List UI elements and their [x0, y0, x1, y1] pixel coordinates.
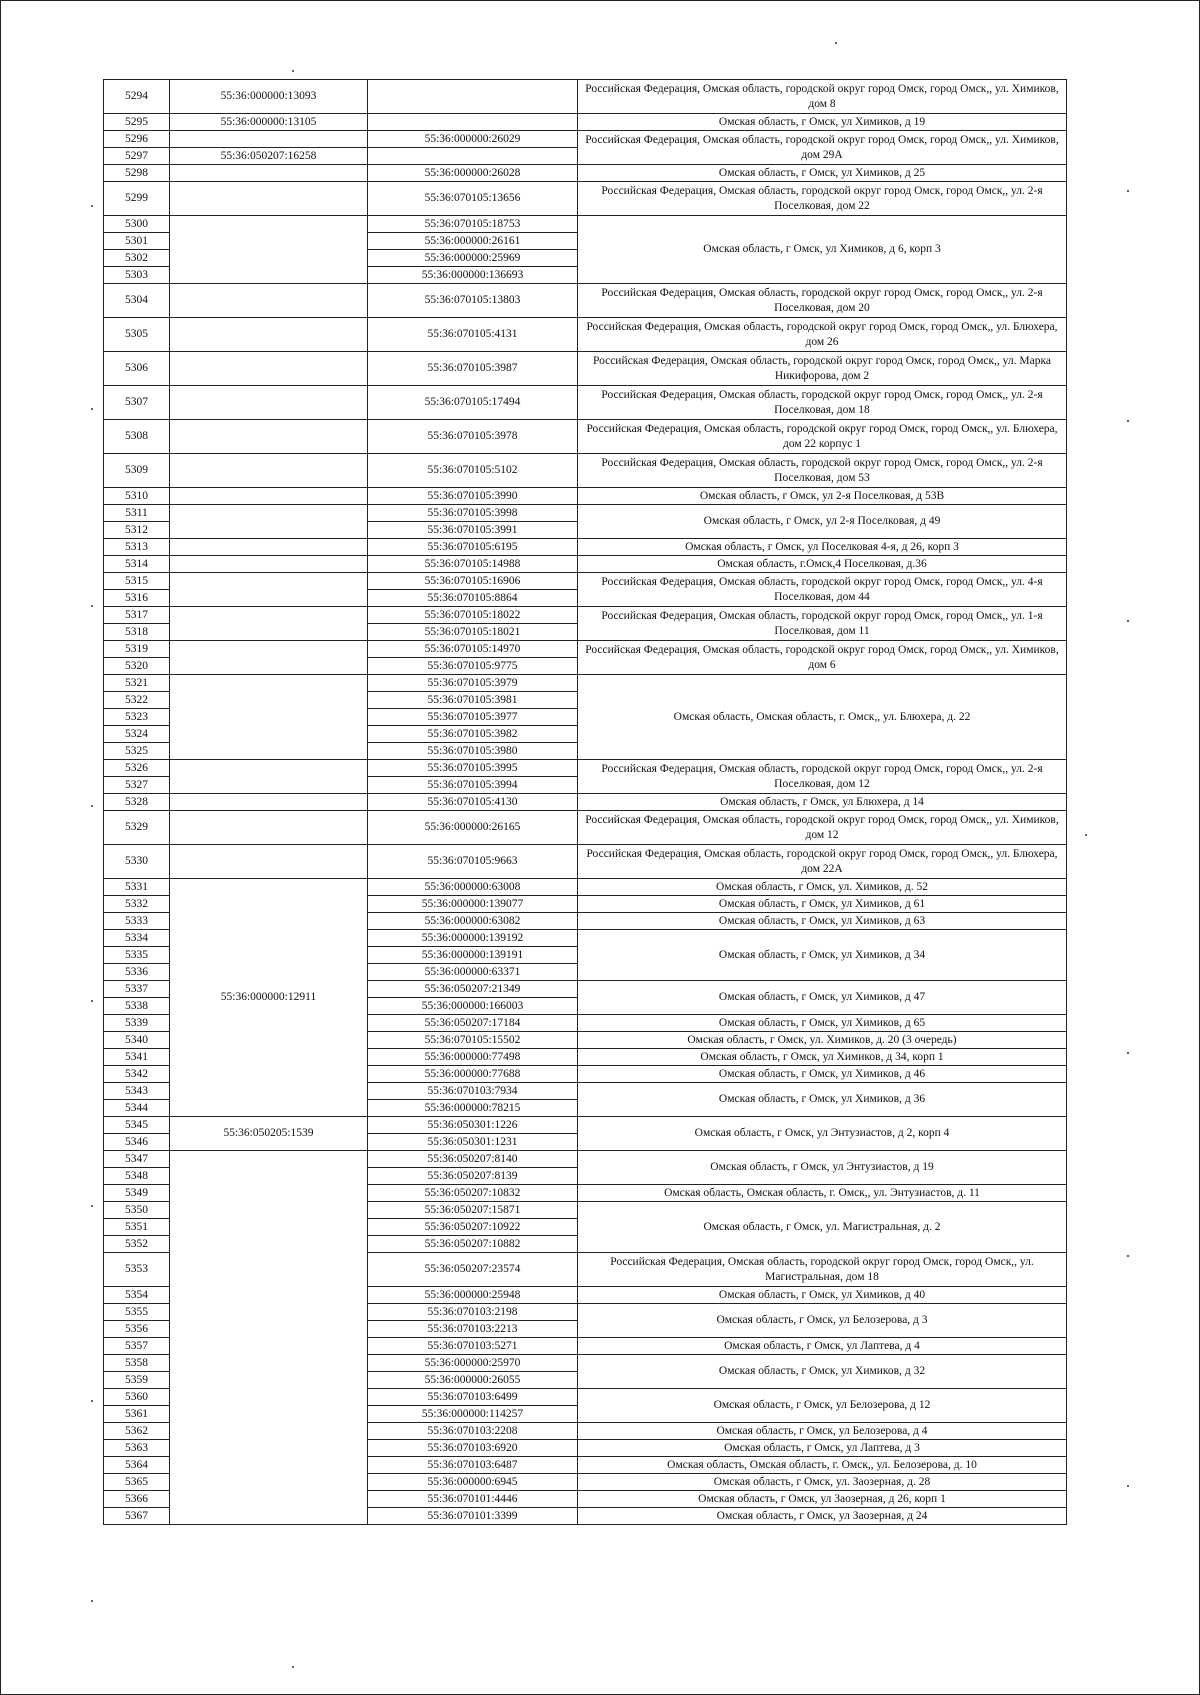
table-row	[104, 879, 1067, 896]
scan-speck	[91, 408, 93, 410]
scan-speck	[91, 805, 93, 807]
row-number: 5340	[104, 1032, 170, 1049]
table-row	[104, 1151, 1067, 1168]
row-number: 5307	[104, 386, 170, 420]
table-row	[104, 641, 1067, 658]
land-plot-number	[170, 573, 368, 607]
row-number: 5361	[104, 1406, 170, 1423]
address: Российская Федерация, Омская область, городской округ город Омск, город Омск,, ул. Марка Никифорова, дом 2	[578, 352, 1067, 386]
scan-speck	[292, 70, 294, 72]
address: Российская Федерация, Омская область, городской округ город Омск, город Омск,, ул. Блюхера, дом 22 корпус 1	[578, 420, 1067, 454]
cadastral-number: 55:36:070105:14988	[368, 556, 578, 573]
address: Российская Федерация, Омская область, городской округ город Омск, город Омск,, ул. 1-я Поселковая, дом 11	[578, 607, 1067, 641]
address: Омская область, г Омск, ул Энтузиастов, д 2, корп 4	[578, 1117, 1067, 1151]
land-plot-number	[170, 607, 368, 641]
address: Российская Федерация, Омская область, городской округ город Омск, город Омск,, ул. Химиков, дом 12	[578, 811, 1067, 845]
row-number: 5352	[104, 1236, 170, 1253]
cadastral-number: 55:36:050301:1226	[368, 1117, 578, 1134]
row-number: 5363	[104, 1440, 170, 1457]
cadastral-number: 55:36:070103:2213	[368, 1321, 578, 1338]
cadastral-number: 55:36:070105:18022	[368, 607, 578, 624]
cadastral-number: 55:36:050301:1231	[368, 1134, 578, 1151]
cadastral-number: 55:36:000000:63008	[368, 879, 578, 896]
land-plot-number	[170, 760, 368, 794]
cadastral-number: 55:36:000000:25970	[368, 1355, 578, 1372]
row-number: 5315	[104, 573, 170, 590]
land-plot-number	[170, 284, 368, 318]
row-number: 5294	[104, 80, 170, 114]
row-number: 5351	[104, 1219, 170, 1236]
row-number: 5325	[104, 743, 170, 760]
cadastral-number: 55:36:000000:78215	[368, 1100, 578, 1117]
address: Омская область, г Омск, ул Химиков, д 40	[578, 1287, 1067, 1304]
address: Омская область, г Омск, ул Энтузиастов, д 19	[578, 1151, 1067, 1185]
cadastral-number: 55:36:070105:17494	[368, 386, 578, 420]
cadastral-number: 55:36:000000:114257	[368, 1406, 578, 1423]
table-row	[104, 80, 1067, 114]
address: Российская Федерация, Омская область, городской округ город Омск, город Омск,, ул. 2-я Поселковая, дом 12	[578, 760, 1067, 794]
row-number: 5323	[104, 709, 170, 726]
scan-speck	[91, 1000, 93, 1002]
row-number: 5329	[104, 811, 170, 845]
row-number: 5316	[104, 590, 170, 607]
row-number: 5305	[104, 318, 170, 352]
table-row	[104, 165, 1067, 182]
cadastral-number: 55:36:070105:13803	[368, 284, 578, 318]
row-number: 5353	[104, 1253, 170, 1287]
address: Омская область, г Омск, ул Химиков, д 19	[578, 114, 1067, 131]
row-number: 5355	[104, 1304, 170, 1321]
table-row	[104, 760, 1067, 777]
land-plot-number	[170, 845, 368, 879]
row-number: 5296	[104, 131, 170, 148]
row-number: 5358	[104, 1355, 170, 1372]
row-number: 5311	[104, 505, 170, 522]
land-plot-number: 55:36:000000:13105	[170, 114, 368, 131]
address: Омская область, г Омск, ул Поселковая 4-я, д 26, корп 3	[578, 539, 1067, 556]
row-number: 5295	[104, 114, 170, 131]
row-number: 5309	[104, 454, 170, 488]
address: Российская Федерация, Омская область, городской округ город Омск, город Омск,, ул. 2-я Поселковая, дом 20	[578, 284, 1067, 318]
row-number: 5331	[104, 879, 170, 896]
row-number: 5362	[104, 1423, 170, 1440]
cadastral-number: 55:36:070101:4446	[368, 1491, 578, 1508]
land-plot-number: 55:36:050205:1539	[170, 1117, 368, 1151]
address: Омская область, г Омск, ул Химиков, д 25	[578, 165, 1067, 182]
address: Российская Федерация, Омская область, городской округ город Омск, город Омск,, ул. Химиков, дом 8	[578, 80, 1067, 114]
cadastral-number: 55:36:000000:77688	[368, 1066, 578, 1083]
cadastral-number: 55:36:050207:15871	[368, 1202, 578, 1219]
land-plot-number	[170, 675, 368, 760]
cadastral-number: 55:36:070105:3995	[368, 760, 578, 777]
scan-speck	[1127, 1485, 1129, 1487]
address: Омская область, г Омск, ул Химиков, д 47	[578, 981, 1067, 1015]
row-number: 5367	[104, 1508, 170, 1525]
cadastral-number: 55:36:070103:2208	[368, 1423, 578, 1440]
cadastral-number: 55:36:070105:8864	[368, 590, 578, 607]
address: Омская область, г Омск, ул Химиков, д 65	[578, 1015, 1067, 1032]
row-number: 5330	[104, 845, 170, 879]
row-number: 5327	[104, 777, 170, 794]
cadastral-number: 55:36:070103:6499	[368, 1389, 578, 1406]
cadastral-number: 55:36:050207:23574	[368, 1253, 578, 1287]
row-number: 5354	[104, 1287, 170, 1304]
row-number: 5303	[104, 267, 170, 284]
cadastral-number: 55:36:070103:5271	[368, 1338, 578, 1355]
row-number: 5336	[104, 964, 170, 981]
address: Российская Федерация, Омская область, городской округ город Омск, город Омск,, ул. Блюхера, дом 26	[578, 318, 1067, 352]
row-number: 5356	[104, 1321, 170, 1338]
scan-speck	[292, 1666, 294, 1668]
cadastral-number: 55:36:000000:139077	[368, 896, 578, 913]
cadastral-number: 55:36:070105:3982	[368, 726, 578, 743]
table-row	[104, 488, 1067, 505]
cadastral-number: 55:36:000000:6945	[368, 1474, 578, 1491]
address: Омская область, г Омск, ул. Заозерная, д. 28	[578, 1474, 1067, 1491]
land-plot-number	[170, 386, 368, 420]
row-number: 5310	[104, 488, 170, 505]
address: Российская Федерация, Омская область, городской округ город Омск, город Омск,, ул. 4-я Поселковая, дом 44	[578, 573, 1067, 607]
address: Омская область, Омская область, г. Омск,, ул. Блюхера, д. 22	[578, 675, 1067, 760]
cadastral-number: 55:36:070103:6487	[368, 1457, 578, 1474]
address: Омская область, г Омск, ул Химиков, д 34	[578, 930, 1067, 981]
cadastral-number	[368, 114, 578, 131]
land-plot-number	[170, 811, 368, 845]
cadastral-number: 55:36:070105:13656	[368, 182, 578, 216]
row-number: 5306	[104, 352, 170, 386]
row-number: 5345	[104, 1117, 170, 1134]
scan-speck	[1085, 834, 1087, 836]
cadastral-number: 55:36:000000:136693	[368, 267, 578, 284]
land-plot-number	[170, 539, 368, 556]
row-number: 5359	[104, 1372, 170, 1389]
cadastral-number: 55:36:070103:7934	[368, 1083, 578, 1100]
table-row	[104, 182, 1067, 216]
cadastral-number: 55:36:000000:26055	[368, 1372, 578, 1389]
cadastral-number	[368, 80, 578, 114]
row-number: 5335	[104, 947, 170, 964]
address: Российская Федерация, Омская область, городской округ город Омск, город Омск,, ул. Химиков, дом 29А	[578, 131, 1067, 165]
cadastral-number: 55:36:050207:16258	[170, 148, 368, 165]
address: Омская область, г Омск, ул Химиков, д 32	[578, 1355, 1067, 1389]
land-plot-number	[170, 556, 368, 573]
address: Омская область, г Омск, ул Лаптева, д 4	[578, 1338, 1067, 1355]
table-row	[104, 352, 1067, 386]
address: Омская область, г Омск, ул. Химиков, д. 20 (3 очередь)	[578, 1032, 1067, 1049]
cadastral-number: 55:36:070105:3979	[368, 675, 578, 692]
scan-speck	[835, 42, 837, 44]
cadastral-number: 55:36:050207:17184	[368, 1015, 578, 1032]
cadastral-number: 55:36:070105:3994	[368, 777, 578, 794]
land-plot-number	[170, 505, 368, 539]
table-row	[104, 284, 1067, 318]
row-number: 5312	[104, 522, 170, 539]
address: Омская область, г Омск, ул Химиков, д 46	[578, 1066, 1067, 1083]
cadastral-number: 55:36:000000:139191	[368, 947, 578, 964]
row-number: 5299	[104, 182, 170, 216]
table-row	[104, 454, 1067, 488]
row-number: 5298	[104, 165, 170, 182]
cadastral-number: 55:36:000000:139192	[368, 930, 578, 947]
table-row	[104, 1117, 1067, 1134]
address: Омская область, г Омск, ул Белозерова, д 4	[578, 1423, 1067, 1440]
row-number: 5350	[104, 1202, 170, 1219]
cadastral-number: 55:36:070105:4131	[368, 318, 578, 352]
land-plot-number	[170, 216, 368, 284]
row-number: 5339	[104, 1015, 170, 1032]
land-plot-number	[170, 641, 368, 675]
table-row	[104, 845, 1067, 879]
scan-speck	[91, 1600, 93, 1602]
registry-table	[103, 79, 1067, 1525]
table-row	[104, 386, 1067, 420]
cadastral-number: 55:36:000000:77498	[368, 1049, 578, 1066]
registry-body	[104, 80, 1067, 1525]
table-row	[104, 607, 1067, 624]
table-row	[104, 794, 1067, 811]
address: Омская область, г Омск, ул 2-я Поселковая, д 53В	[578, 488, 1067, 505]
row-number: 5360	[104, 1389, 170, 1406]
table-row	[104, 318, 1067, 352]
address: Омская область, Омская область, г. Омск,, ул. Энтузиастов, д. 11	[578, 1185, 1067, 1202]
land-plot-number	[170, 318, 368, 352]
cadastral-number: 55:36:000000:25969	[368, 250, 578, 267]
row-number: 5320	[104, 658, 170, 675]
row-number: 5366	[104, 1491, 170, 1508]
table-row	[104, 114, 1067, 131]
table-row	[104, 556, 1067, 573]
row-number: 5334	[104, 930, 170, 947]
cadastral-number: 55:36:000000:166003	[368, 998, 578, 1015]
land-plot-number	[170, 1151, 368, 1525]
cadastral-number: 55:36:000000:26161	[368, 233, 578, 250]
land-plot-number	[170, 794, 368, 811]
cadastral-number: 55:36:050207:8139	[368, 1168, 578, 1185]
cadastral-number: 55:36:070105:9775	[368, 658, 578, 675]
address: Омская область, г Омск, ул. Магистральная, д. 2	[578, 1202, 1067, 1253]
address: Российская Федерация, Омская область, городской округ город Омск, город Омск,, ул. 2-я Поселковая, дом 53	[578, 454, 1067, 488]
address: Омская область, г Омск, ул Блюхера, д 14	[578, 794, 1067, 811]
cadastral-number: 55:36:070105:5102	[368, 454, 578, 488]
scan-speck	[1127, 1255, 1129, 1257]
row-number: 5297	[104, 148, 170, 165]
cadastral-number: 55:36:070105:3978	[368, 420, 578, 454]
cadastral-number: 55:36:070105:18021	[368, 624, 578, 641]
address: Омская область, г Омск, ул Белозерова, д 12	[578, 1389, 1067, 1423]
cadastral-number: 55:36:070105:3991	[368, 522, 578, 539]
row-number: 5365	[104, 1474, 170, 1491]
address: Омская область, г Омск, ул Белозерова, д 3	[578, 1304, 1067, 1338]
table-row	[104, 505, 1067, 522]
scan-speck	[1127, 420, 1129, 422]
row-number: 5324	[104, 726, 170, 743]
cadastral-number: 55:36:070105:18753	[368, 216, 578, 233]
land-plot-number	[170, 131, 368, 148]
row-number: 5322	[104, 692, 170, 709]
address: Омская область, г.Омск,4 Поселковая, д.36	[578, 556, 1067, 573]
address: Российская Федерация, Омская область, городской округ город Омск, город Омск,, ул. Химиков, дом 6	[578, 641, 1067, 675]
cadastral-number: 55:36:050207:10832	[368, 1185, 578, 1202]
land-plot-number: 55:36:000000:12911	[170, 879, 368, 1117]
scan-speck	[91, 1400, 93, 1402]
land-plot-number	[170, 165, 368, 182]
cadastral-number: 55:36:000000:26029	[368, 131, 578, 148]
scan-speck	[1127, 190, 1129, 192]
row-number: 5304	[104, 284, 170, 318]
cadastral-number: 55:36:070105:3987	[368, 352, 578, 386]
row-number: 5301	[104, 233, 170, 250]
cadastral-number: 55:36:000000:63371	[368, 964, 578, 981]
row-number: 5314	[104, 556, 170, 573]
row-number: 5319	[104, 641, 170, 658]
row-number: 5308	[104, 420, 170, 454]
cadastral-number: 55:36:070105:9663	[368, 845, 578, 879]
address: Омская область, г Омск, ул. Химиков, д. 52	[578, 879, 1067, 896]
address: Российская Федерация, Омская область, городской округ город Омск, город Омск,, ул. Магистральная, дом 18	[578, 1253, 1067, 1287]
row-number: 5300	[104, 216, 170, 233]
row-number: 5346	[104, 1134, 170, 1151]
land-plot-number	[170, 488, 368, 505]
address: Российская Федерация, Омская область, городской округ город Омск, город Омск,, ул. Блюхера, дом 22А	[578, 845, 1067, 879]
row-number: 5338	[104, 998, 170, 1015]
table-row	[104, 539, 1067, 556]
scan-speck	[91, 1205, 93, 1207]
row-number: 5343	[104, 1083, 170, 1100]
cadastral-number: 55:36:070105:3980	[368, 743, 578, 760]
cadastral-number: 55:36:070105:15502	[368, 1032, 578, 1049]
cadastral-number: 55:36:070105:3998	[368, 505, 578, 522]
address: Омская область, г Омск, ул 2-я Поселковая, д 49	[578, 505, 1067, 539]
cadastral-number: 55:36:050207:10922	[368, 1219, 578, 1236]
row-number: 5328	[104, 794, 170, 811]
cadastral-number: 55:36:000000:26028	[368, 165, 578, 182]
row-number: 5337	[104, 981, 170, 998]
row-number: 5344	[104, 1100, 170, 1117]
row-number: 5318	[104, 624, 170, 641]
row-number: 5357	[104, 1338, 170, 1355]
address: Омская область, г Омск, ул Заозерная, д 26, корп 1	[578, 1491, 1067, 1508]
address: Омская область, Омская область, г. Омск,, ул. Белозерова, д. 10	[578, 1457, 1067, 1474]
row-number: 5364	[104, 1457, 170, 1474]
row-number: 5342	[104, 1066, 170, 1083]
address: Омская область, г Омск, ул Химиков, д 36	[578, 1083, 1067, 1117]
address: Омская область, г Омск, ул Химиков, д 34, корп 1	[578, 1049, 1067, 1066]
land-plot-number	[170, 352, 368, 386]
row-number: 5313	[104, 539, 170, 556]
cadastral-number: 55:36:070105:16906	[368, 573, 578, 590]
address: Российская Федерация, Омская область, городской округ город Омск, город Омск,, ул. 2-я Поселковая, дом 18	[578, 386, 1067, 420]
cadastral-number: 55:36:000000:26165	[368, 811, 578, 845]
address: Омская область, г Омск, ул Заозерная, д 24	[578, 1508, 1067, 1525]
scan-speck	[91, 605, 93, 607]
row-number: 5347	[104, 1151, 170, 1168]
cadastral-number: 55:36:070101:3399	[368, 1508, 578, 1525]
table-row	[104, 675, 1067, 692]
row-number: 5317	[104, 607, 170, 624]
row-number: 5332	[104, 896, 170, 913]
cadastral-number: 55:36:070105:3981	[368, 692, 578, 709]
table-row	[104, 420, 1067, 454]
land-plot-number	[170, 420, 368, 454]
cadastral-number: 55:36:050207:10882	[368, 1236, 578, 1253]
address: Омская область, г Омск, ул Лаптева, д 3	[578, 1440, 1067, 1457]
table-row	[104, 216, 1067, 233]
row-number: 5333	[104, 913, 170, 930]
table-row	[104, 131, 1067, 148]
address: Омская область, г Омск, ул Химиков, д 63	[578, 913, 1067, 930]
cadastral-number: 55:36:070103:2198	[368, 1304, 578, 1321]
row-number: 5326	[104, 760, 170, 777]
land-plot-number	[170, 454, 368, 488]
cadastral-number: 55:36:070103:6920	[368, 1440, 578, 1457]
address: Российская Федерация, Омская область, городской округ город Омск, город Омск,, ул. 2-я Поселковая, дом 22	[578, 182, 1067, 216]
row-number: 5341	[104, 1049, 170, 1066]
cadastral-number: 55:36:000000:63082	[368, 913, 578, 930]
row-number: 5349	[104, 1185, 170, 1202]
cadastral-number: 55:36:070105:14970	[368, 641, 578, 658]
address: Омская область, г Омск, ул Химиков, д 61	[578, 896, 1067, 913]
cadastral-number: 55:36:050207:21349	[368, 981, 578, 998]
table-row	[104, 811, 1067, 845]
scan-speck	[91, 205, 93, 207]
row-number: 5348	[104, 1168, 170, 1185]
cadastral-number: 55:36:000000:25948	[368, 1287, 578, 1304]
land-plot-number	[170, 182, 368, 216]
row-number: 5321	[104, 675, 170, 692]
row-number: 5302	[104, 250, 170, 267]
scan-speck	[1127, 1052, 1129, 1054]
scan-speck	[1127, 620, 1129, 622]
cadastral-number: 55:36:070105:3977	[368, 709, 578, 726]
cadastral-number: 55:36:050207:8140	[368, 1151, 578, 1168]
address: Омская область, г Омск, ул Химиков, д 6, корп 3	[578, 216, 1067, 284]
cadastral-number: 55:36:070105:6195	[368, 539, 578, 556]
land-plot-number: 55:36:000000:13093	[170, 80, 368, 114]
cadastral-number: 55:36:070105:3990	[368, 488, 578, 505]
table-row	[104, 573, 1067, 590]
cadastral-number: 55:36:070105:4130	[368, 794, 578, 811]
